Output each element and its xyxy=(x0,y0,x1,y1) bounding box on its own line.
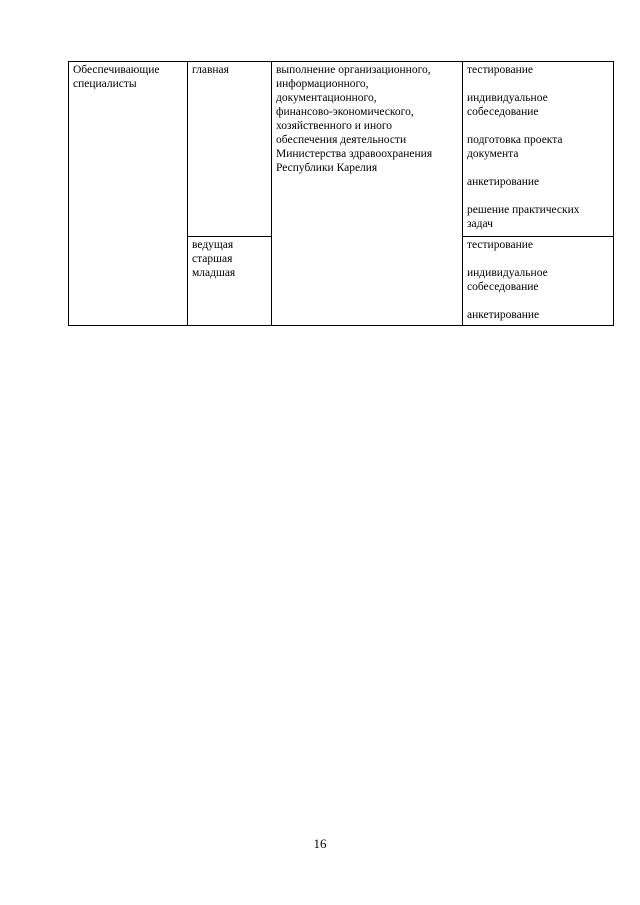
group-label: главная xyxy=(192,64,229,76)
method-item: анкетирование xyxy=(467,176,540,188)
function-line: информационного, xyxy=(276,78,369,90)
function-cell xyxy=(272,62,463,326)
function-line: выполнение организационного, xyxy=(276,64,431,76)
function-line: документационного, xyxy=(276,92,377,104)
method-item: подготовка проекта xyxy=(467,134,563,146)
table-row xyxy=(69,62,614,237)
category-cell xyxy=(69,62,188,326)
method-item: тестирование xyxy=(467,64,533,76)
function-line: обеспечения деятельности xyxy=(276,134,407,146)
function-line: Министерства здравоохранения xyxy=(276,148,433,160)
method-item: документа xyxy=(467,148,519,160)
function-line: Республики Карелия xyxy=(276,162,378,174)
method-item: индивидуальное xyxy=(467,92,548,104)
method-item: решение практических xyxy=(467,204,580,216)
group-label: старшая xyxy=(192,253,233,265)
function-line: хозяйственного и иного xyxy=(276,120,393,132)
method-item: анкетирование xyxy=(467,309,540,321)
methods-cell-other xyxy=(463,237,614,326)
page-number: 16 xyxy=(313,836,327,851)
group-label: младшая xyxy=(192,267,236,279)
method-item: собеседование xyxy=(467,281,539,293)
qualification-table xyxy=(68,61,614,326)
methods-cell-main xyxy=(463,62,614,237)
method-item: собеседование xyxy=(467,106,539,118)
group-label: ведущая xyxy=(192,239,234,251)
group-cell-main xyxy=(188,62,272,237)
method-item: задач xyxy=(467,218,493,230)
method-item: тестирование xyxy=(467,239,533,251)
category-line: Обеспечивающие xyxy=(73,64,160,76)
category-line: специалисты xyxy=(73,78,137,90)
group-cell-other xyxy=(188,237,272,326)
function-line: финансово-экономического, xyxy=(276,106,414,118)
method-item: индивидуальное xyxy=(467,267,548,279)
